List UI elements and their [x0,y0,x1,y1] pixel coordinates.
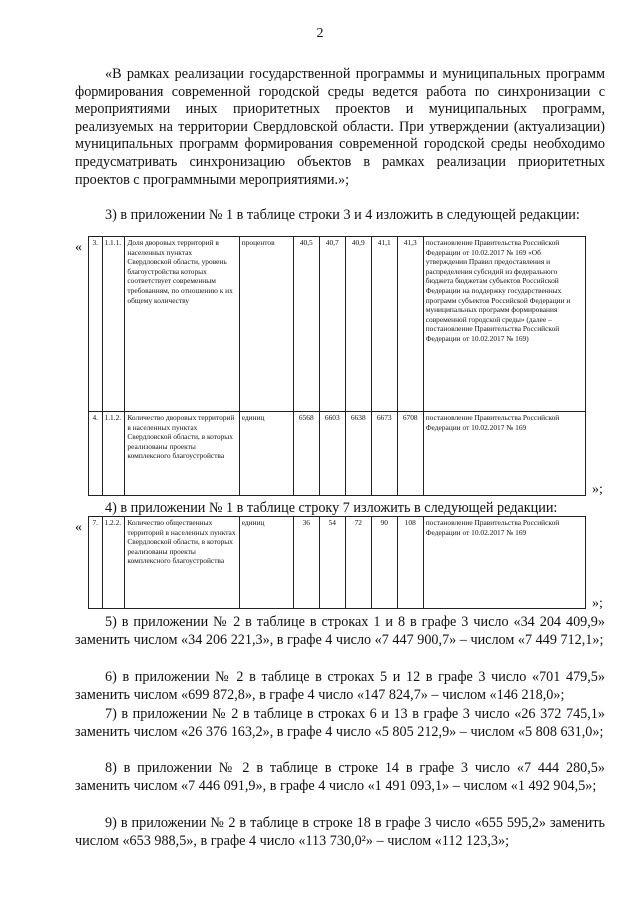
source: постановление Правительства Российской Федерации от 10.02.2017 № 169 «Об утверждении Правил предоставления и распределения субсидий из федерального бюджета бюджетам субъектов Российской Федерации на поддержку государственных программ субъектов Российской Федерации и муниципальных программ формирования современной городской среды» (далее – постановление Правительства Российской Федерации от 10.02.2017 № 169) [423,237,585,412]
value-2: 6603 [319,412,345,496]
unit: процентов [239,237,293,412]
unit: единиц [239,412,293,496]
value-3: 40,9 [345,237,371,412]
page-number: 2 [316,26,324,41]
table-row [89,412,586,496]
value-4: 41,1 [371,237,397,412]
row-code: 1.1.2. [102,412,125,496]
source: постановление Правительства Российской Федерации от 10.02.2017 № 169 [423,412,585,496]
table-row [89,237,586,412]
value-5: 6708 [397,412,423,496]
row-number: 7. [89,517,103,609]
source: постановление Правительства Российской Федерации от 10.02.2017 № 169 [423,517,585,609]
value-2: 40,7 [319,237,345,412]
item-4-heading: 4) в приложении № 1 в таблице строку 7 изложить в следующей редакции: [105,500,558,516]
row-code: 1.2.2. [102,517,125,609]
indicator-name: Доля дворовых территорий в населенных пунктах Свердловской области, уровень благоустройства которых соответствует современным требованиям, по отношению к их общему количеству [125,237,239,412]
indicator-table-2 [88,516,586,609]
open-quote-2: « [75,520,82,535]
value-1: 36 [293,517,319,609]
table-row [89,517,586,609]
value-3: 6638 [345,412,371,496]
value-1: 6568 [293,412,319,496]
indicator-table-1 [88,236,586,496]
value-4: 90 [371,517,397,609]
item-6: 6) в приложении № 2 в таблице в строках 5 и 12 в графе 3 число «701 479,5» заменить числом «699 872,8», в графе 4 число «147 824,7» – числом «146 218,0»; [75,669,605,703]
close-quote-2: »; [592,596,603,611]
item-5: 5) в приложении № 2 в таблице в строках 1 и 8 в графе 3 число «34 204 409,9» заменить числом «34 206 221,3», в графе 4 число «7 447 900,7» – числом «7 449 712,1»; [75,614,605,648]
item-8: 8) в приложении № 2 в таблице в строке 14 в графе 3 число «7 444 280,5» заменить числом «7 446 091,9», в графе 4 число «1 491 093,1» – числом «1 492 904,5»; [75,760,605,794]
item-7: 7) в приложении № 2 в таблице в строках 6 и 13 в графе 3 число «26 372 745,1» заменить числом «26 376 163,2», в графе 4 число «5 805 212,9» – числом «5 808 631,0»; [75,706,605,740]
unit: единиц [239,517,293,609]
close-quote-1: »; [592,482,603,497]
value-2: 54 [319,517,345,609]
intro-paragraph: «В рамках реализации государственной программы и муниципальных программ формирования современной городской среды ведется работа по синхронизации с мероприятиями иных приоритетных проектов и муниципальных программ, реализуемых на территории Свердловской области. При утверждении (актуализации) муниципальных программ формирования современной городской среды необходимо предусматривать синхронизацию объектов в рамках реализации приоритетных проектов с программными мероприятиями.»; [75,66,605,188]
row-code: 1.1.1. [102,237,125,412]
indicator-name: Количество общественных территорий в населенных пунктах Свердловской области, в которых реализованы проекты комплексного благоустройства [125,517,239,609]
value-1: 40,5 [293,237,319,412]
value-5: 108 [397,517,423,609]
row-number: 4. [89,412,103,496]
value-3: 72 [345,517,371,609]
item-3-heading: 3) в приложении № 1 в таблице строки 3 и 4 изложить в следующей редакции: [105,207,580,223]
value-4: 6673 [371,412,397,496]
value-5: 41,3 [397,237,423,412]
item-9: 9) в приложении № 2 в таблице в строке 18 в графе 3 число «655 595,2» заменить числом «653 988,5», в графе 4 число «113 730,0²» – числом «112 123,3»; [75,815,605,849]
open-quote-1: « [75,240,82,255]
indicator-name: Количество дворовых территорий в населенных пунктах Свердловской области, в которых реализованы проекты комплексного благоустройства [125,412,239,496]
row-number: 3. [89,237,103,412]
